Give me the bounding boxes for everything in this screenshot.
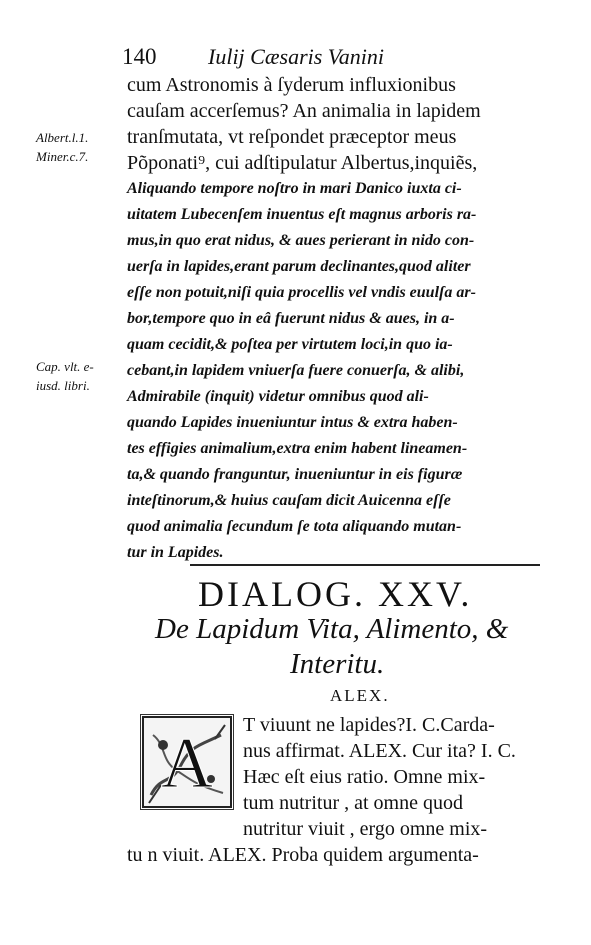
quote-line: inteſtinorum,& huius cauſam dicit Auicenna eſſe bbox=[127, 492, 451, 509]
page-number: 140 bbox=[122, 44, 157, 69]
running-title: Iulij Cæsaris Vanini bbox=[208, 44, 385, 69]
page-header bbox=[122, 44, 542, 72]
text-line: cauſam accerſemus? An animalia in lapidem bbox=[127, 100, 481, 122]
dialog-subtitle: De Lapidum Vita, Alimento, & bbox=[155, 613, 509, 645]
quote-line: quando Lapides inueniuntur intus & extra haben- bbox=[127, 414, 458, 431]
dialog-line: nus affirmat. ALEX. Cur ita? I. C. bbox=[243, 740, 516, 762]
speaker-label: ALEX. bbox=[330, 686, 390, 705]
initial-letter: A bbox=[161, 723, 213, 803]
ornament-icon bbox=[141, 715, 233, 809]
quote-line: cebant,in lapidem vniuerſa fuere conuerſa, & alibi, bbox=[127, 362, 465, 379]
quote-line: Admirabile (inquit) videtur omnibus quod ali- bbox=[127, 388, 429, 405]
quote-line: eſſe non potuit,niſi quia procellis vel vndis euulſa ar- bbox=[127, 284, 476, 301]
section-divider bbox=[190, 564, 540, 566]
text-line: tranſmutata, vt reſpondet præceptor meus bbox=[127, 126, 457, 148]
dialog-line: tum nutritur , at omne quod bbox=[243, 792, 463, 814]
dialog-line: tu n viuit. ALEX. Proba quidem argumenta- bbox=[127, 844, 479, 866]
quote-line: tur in Lapides. bbox=[127, 544, 224, 561]
dialog-title: DIALOG. XXV. bbox=[198, 574, 473, 614]
text-line: cum Astronomis à ſyderum influxionibus bbox=[127, 74, 456, 96]
quote-line: ta,& quando franguntur, inueniuntur in eis figuræ bbox=[127, 466, 463, 483]
quote-line: tes effigies animalium,extra enim habent lineamen- bbox=[127, 440, 468, 457]
dialog-line: T viuunt ne lapides?I. C.Carda- bbox=[243, 714, 495, 736]
margin-note-line: iusd. libri. bbox=[36, 378, 90, 393]
quote-line: quod animalia ſecundum ſe tota aliquando mutan- bbox=[127, 518, 462, 535]
margin-note-line: Miner.c.7. bbox=[36, 149, 89, 164]
margin-note-line: Albert.l.1. bbox=[36, 130, 89, 145]
dialog-line: Hæc eſt eius ratio. Omne mix- bbox=[243, 766, 486, 788]
margin-note-cap bbox=[36, 357, 94, 395]
quote-line: uitatem Lubecenſem inuentus eſt magnus arboris ra- bbox=[127, 206, 477, 223]
quote-line: bor,tempore quo in eâ fuerunt nidus & aues, in a- bbox=[127, 310, 455, 327]
quote-line: mus,in quo erat nidus, & aues perierant in nido con- bbox=[127, 232, 475, 249]
margin-note-albert bbox=[36, 128, 88, 166]
quote-line: uerſa in lapides,erant parum declinantes,quod aliter bbox=[127, 258, 471, 275]
dialog-line: nutritur viuit , ergo omne mix- bbox=[243, 818, 488, 840]
text-line: Põponati⁹, cui adſtipulatur Albertus,inquiẽs, bbox=[127, 152, 478, 174]
quote-line: Aliquando tempore noſtro in mari Danico iuxta ci- bbox=[127, 180, 462, 197]
decorated-initial bbox=[140, 714, 234, 810]
dialog-subtitle: Interitu. bbox=[290, 648, 385, 680]
quote-line: quam cecidit,& poſtea per virtutem loci,in quo ia- bbox=[127, 336, 453, 353]
margin-note-line: Cap. vlt. e- bbox=[36, 359, 94, 374]
